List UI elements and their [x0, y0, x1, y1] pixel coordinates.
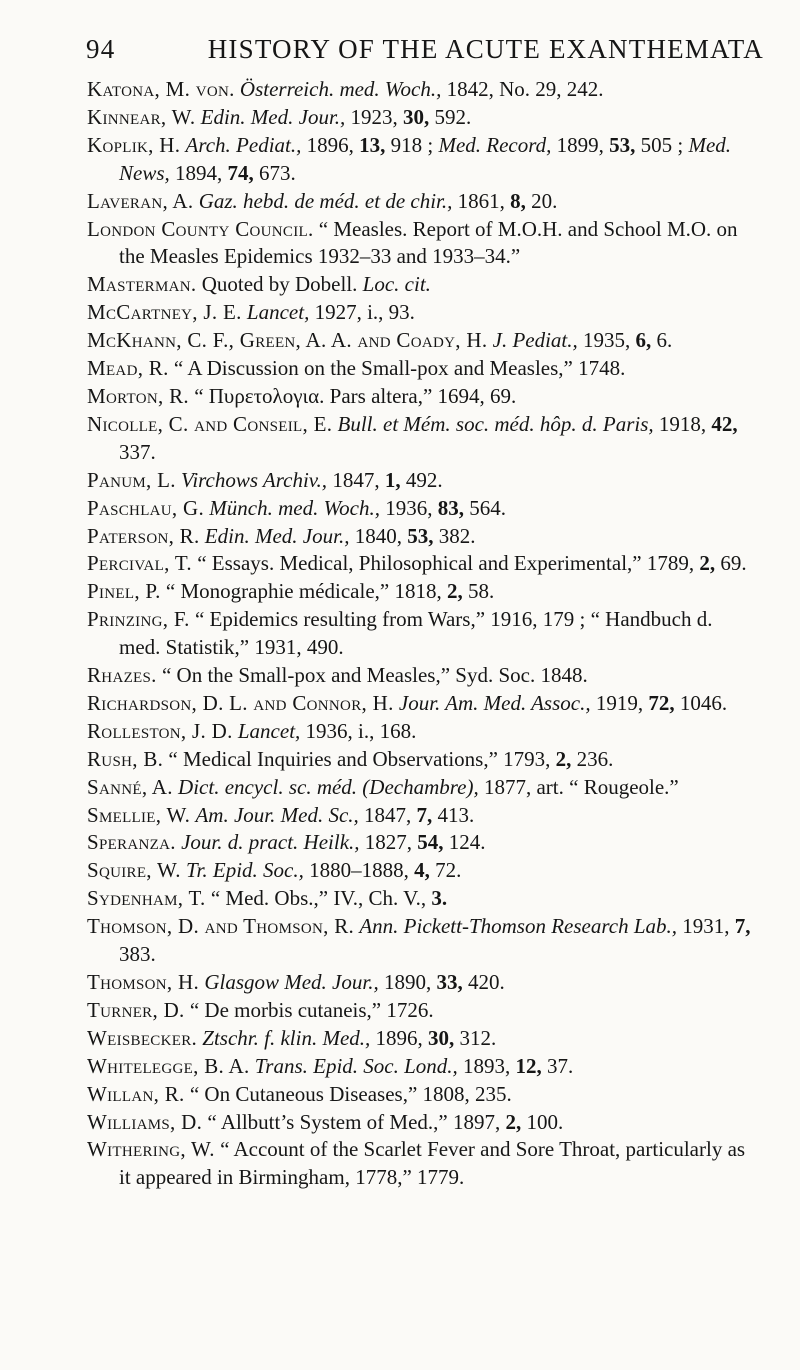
- reference-source: Dict. encycl. sc. méd. (Dechambre),: [178, 774, 479, 799]
- reference-author: Willan, R.: [87, 1081, 185, 1106]
- reference-source: Edin. Med. Jour.,: [200, 104, 346, 129]
- reference-text: “ Measles. Report of M.O.H. and School M.O. on the Measles Epidemics 1932–33 and 1933–34.”: [119, 216, 738, 269]
- reference-author: McCartney, J. E.: [87, 300, 242, 325]
- reference-entry: [87, 271, 755, 299]
- reference-author: Masterman.: [87, 272, 197, 297]
- reference-entry: [87, 1053, 755, 1081]
- reference-entry: [87, 606, 755, 662]
- reference-text: “ De morbis cutaneis,” 1726.: [189, 997, 434, 1022]
- reference-entry: [87, 1025, 755, 1053]
- reference-text: 1918,: [658, 411, 707, 436]
- reference-text: “ On Cutaneous Diseases,” 1808, 235.: [189, 1081, 512, 1106]
- reference-author: Speranza.: [87, 830, 176, 855]
- reference-pages: 20.: [531, 188, 558, 213]
- reference-volume: 30,: [428, 1025, 455, 1050]
- reference-entry: [87, 411, 755, 467]
- reference-volume: 2,: [446, 579, 463, 604]
- reference-entry: [87, 774, 755, 802]
- reference-pages: 337.: [119, 439, 156, 464]
- reference-text: “ A Discussion on the Small-pox and Measles,” 1748.: [173, 356, 626, 381]
- reference-volume: 13,: [359, 132, 386, 157]
- reference-volume: 7,: [734, 914, 751, 939]
- reference-source: Tr. Epid. Soc.,: [186, 858, 304, 883]
- reference-source: Ann. Pickett-Thomson Research Lab.,: [359, 914, 677, 939]
- reference-author: Nicolle, C. and Conseil, E.: [87, 411, 333, 436]
- reference-author: Thomson, H.: [87, 970, 200, 994]
- reference-author: Squire, W.: [87, 858, 181, 883]
- reference-volume: 6,: [635, 328, 652, 353]
- reference-volume: 83,: [437, 495, 464, 520]
- reference-author: Whitelegge, B. A.: [87, 1053, 250, 1078]
- reference-entry: [87, 662, 755, 690]
- reference-volume: 2,: [505, 1109, 522, 1134]
- reference-entry: [87, 467, 755, 495]
- reference-author: Rhazes.: [87, 663, 157, 688]
- reference-text: 1899,: [556, 132, 604, 157]
- reference-text: “ Med. Obs.,” IV., Ch. V.,: [210, 886, 427, 911]
- reference-entry: [87, 690, 755, 718]
- reference-text: 1936,: [385, 495, 433, 520]
- reference-volume: 53,: [407, 523, 434, 548]
- reference-pages: 124.: [448, 830, 486, 855]
- reference-entry: [87, 550, 755, 578]
- reference-volume: 8,: [510, 188, 526, 213]
- reference-text: “ Monographie médicale,” 1818,: [165, 579, 442, 604]
- reference-author: Sydenham, T.: [87, 886, 206, 911]
- reference-author: Katona, M. von.: [87, 77, 235, 101]
- reference-entry: [87, 857, 755, 885]
- reference-pages: 492.: [405, 467, 443, 492]
- reference-entry: [87, 829, 755, 857]
- reference-volume: 2,: [699, 551, 716, 576]
- reference-pages: 420.: [467, 970, 505, 994]
- reference-pages: 6.: [656, 328, 673, 353]
- reference-author: Panum, L.: [87, 467, 176, 492]
- reference-source: Ztschr. f. klin. Med.,: [202, 1025, 371, 1050]
- reference-entry: [87, 578, 755, 606]
- reference-author: Smellie, W.: [87, 802, 191, 827]
- reference-author: McKhann, C. F., Green, A. A. and Coady, H.: [87, 328, 488, 353]
- reference-author: Kinnear, W.: [87, 104, 196, 129]
- running-header: [86, 34, 764, 65]
- reference-text: 1861,: [457, 188, 505, 213]
- reference-text: 1840,: [354, 523, 402, 548]
- reference-text: “ Medical Inquiries and Observations,” 1793,: [168, 746, 551, 771]
- reference-text: “ On the Small-pox and Measles,” Syd. Soc. 1848.: [161, 663, 588, 688]
- reference-text: 1893,: [463, 1053, 511, 1078]
- reference-source: Med. News,: [119, 132, 732, 185]
- reference-entry: [87, 746, 755, 774]
- reference-text: 1935,: [583, 328, 631, 353]
- reference-source: Lancet,: [237, 718, 301, 743]
- reference-volume: 7,: [416, 802, 433, 827]
- reference-author: Rush, B.: [87, 746, 164, 771]
- reference-author: Paschlau, G.: [87, 495, 205, 520]
- reference-volume: 12,: [515, 1053, 542, 1078]
- reference-pages: 413.: [437, 802, 475, 827]
- reference-author: Richardson, D. L. and Connor, H.: [87, 690, 394, 715]
- reference-author: Thomson, D. and Thomson, R.: [87, 914, 355, 939]
- reference-pages: 383.: [119, 942, 156, 967]
- reference-source: Virchows Archiv.,: [181, 467, 328, 492]
- reference-source: Jour. d. pract. Heilk.,: [181, 830, 360, 855]
- reference-text: “ Account of the Scarlet Fever and Sore Throat, particularly as it appeared in Birmingham, 1778,” 1779.: [119, 1137, 746, 1190]
- reference-volume: 2,: [555, 746, 572, 771]
- reference-pages: 69.: [720, 551, 747, 576]
- reference-source: Med. Record,: [438, 132, 552, 157]
- reference-text: 1827,: [364, 830, 413, 855]
- reference-entry: [87, 355, 755, 383]
- reference-entry: [87, 523, 755, 551]
- reference-entry: [87, 327, 755, 355]
- reference-author: Sanné, A.: [87, 774, 173, 799]
- reference-author: Mead, R.: [87, 356, 169, 381]
- reference-entry: [87, 1136, 755, 1192]
- reference-volume: 1,: [384, 467, 401, 492]
- reference-entry: [87, 76, 755, 104]
- reference-entry: [87, 1081, 755, 1109]
- reference-source: Loc. cit.: [362, 272, 431, 297]
- reference-source: Edin. Med. Jour.,: [204, 523, 350, 548]
- reference-author: Weisbecker.: [87, 1025, 198, 1050]
- reference-text: 1923,: [350, 104, 398, 129]
- reference-text: 1890,: [383, 970, 432, 994]
- reference-text: 1877, art. “ Rougeole.”: [483, 774, 679, 799]
- reference-author: London County Council.: [87, 216, 314, 241]
- reference-author: Prinzing, F.: [87, 607, 190, 632]
- reference-source: Glasgow Med. Jour.,: [204, 970, 379, 994]
- reference-pages: 918 ;: [390, 132, 434, 157]
- reference-entry: [87, 299, 755, 327]
- reference-entry: [87, 802, 755, 830]
- reference-text: 1927, i., 93.: [314, 300, 415, 325]
- reference-author: Laveran, A.: [87, 188, 194, 213]
- reference-text: 1847,: [332, 467, 380, 492]
- reference-text: 1896,: [375, 1025, 423, 1050]
- reference-volume: 72,: [648, 690, 675, 715]
- reference-source: Gaz. hebd. de méd. et de chir.,: [198, 188, 453, 213]
- reference-pages: 72.: [435, 858, 462, 883]
- page-number: 94: [86, 34, 116, 64]
- reference-text: 1936, i., 168.: [305, 718, 417, 743]
- reference-volume: 3.: [431, 886, 448, 911]
- reference-author: Paterson, R.: [87, 523, 200, 548]
- reference-list: [87, 76, 755, 1192]
- reference-pages: 1046.: [679, 690, 728, 715]
- reference-text: 1894,: [175, 160, 223, 185]
- reference-author: Withering, W.: [87, 1137, 215, 1162]
- reference-entry: [87, 913, 755, 969]
- reference-text: 1847,: [364, 802, 412, 827]
- reference-entry: [87, 188, 755, 216]
- reference-source: Jour. Am. Med. Assoc.,: [398, 690, 591, 715]
- reference-volume: 53,: [609, 132, 636, 157]
- reference-entry: [87, 1109, 755, 1137]
- reference-pages: 592.: [434, 104, 472, 129]
- reference-entry: [87, 969, 755, 997]
- running-title: HISTORY OF THE ACUTE EXANTHEMATA: [207, 34, 764, 64]
- reference-pages: 564.: [469, 495, 506, 520]
- reference-author: Morton, R.: [87, 383, 189, 408]
- reference-pages: 505 ;: [640, 132, 684, 157]
- reference-volume: 33,: [436, 970, 463, 994]
- reference-source: Münch. med. Woch.,: [209, 495, 380, 520]
- reference-source: Österreich. med. Woch.,: [239, 77, 442, 101]
- reference-text: “ Allbutt’s System of Med.,” 1897,: [207, 1109, 501, 1134]
- reference-volume: 54,: [417, 830, 444, 855]
- reference-text: Quoted by Dobell.: [201, 272, 358, 297]
- reference-source: Arch. Pediat.,: [185, 132, 302, 157]
- reference-author: Turner, D.: [87, 997, 185, 1022]
- reference-author: Rolleston, J. D.: [87, 718, 233, 743]
- reference-entry: [87, 132, 755, 188]
- reference-text: “ Essays. Medical, Philosophical and Experimental,” 1789,: [197, 551, 695, 576]
- reference-source: Lancet,: [246, 300, 310, 325]
- reference-volume: 42,: [711, 411, 738, 436]
- reference-source: J. Pediat.,: [492, 328, 578, 353]
- reference-text: 1842, No. 29, 242.: [446, 77, 604, 101]
- reference-text: 1896,: [306, 132, 354, 157]
- reference-pages: 382.: [438, 523, 476, 548]
- reference-entry: [87, 885, 755, 913]
- reference-text: 1919,: [595, 690, 644, 715]
- reference-author: Pinel, P.: [87, 579, 161, 604]
- reference-pages: 236.: [576, 746, 614, 771]
- reference-source: Am. Jour. Med. Sc.,: [195, 802, 359, 827]
- reference-text: 1880–1888,: [309, 858, 409, 883]
- reference-entry: [87, 383, 755, 411]
- reference-pages: 37.: [547, 1053, 574, 1078]
- reference-author: Koplik, H.: [87, 132, 181, 157]
- reference-source: Trans. Epid. Soc. Lond.,: [254, 1053, 458, 1078]
- reference-entry: [87, 997, 755, 1025]
- reference-source: Bull. et Mém. soc. méd. hôp. d. Paris,: [337, 411, 654, 436]
- reference-entry: [87, 495, 755, 523]
- reference-volume: 74,: [227, 160, 254, 185]
- reference-text: “ Epidemics resulting from Wars,” 1916, 179 ; “ Handbuch d. med. Statistik,” 1931, 490.: [119, 607, 713, 660]
- reference-text: “ Πυρετολογια. Pars altera,” 1694, 69.: [194, 383, 517, 408]
- reference-volume: 30,: [403, 104, 430, 129]
- reference-pages: 100.: [526, 1109, 564, 1134]
- reference-pages: 58.: [467, 579, 495, 604]
- reference-pages: 312.: [459, 1025, 497, 1050]
- reference-volume: 4,: [414, 858, 430, 883]
- reference-author: Williams, D.: [87, 1109, 203, 1134]
- reference-pages: 673.: [259, 160, 296, 185]
- reference-entry: [87, 718, 755, 746]
- reference-author: Percival, T.: [87, 551, 192, 576]
- reference-entry: [87, 216, 755, 272]
- reference-entry: [87, 104, 755, 132]
- reference-text: 1931,: [682, 914, 730, 939]
